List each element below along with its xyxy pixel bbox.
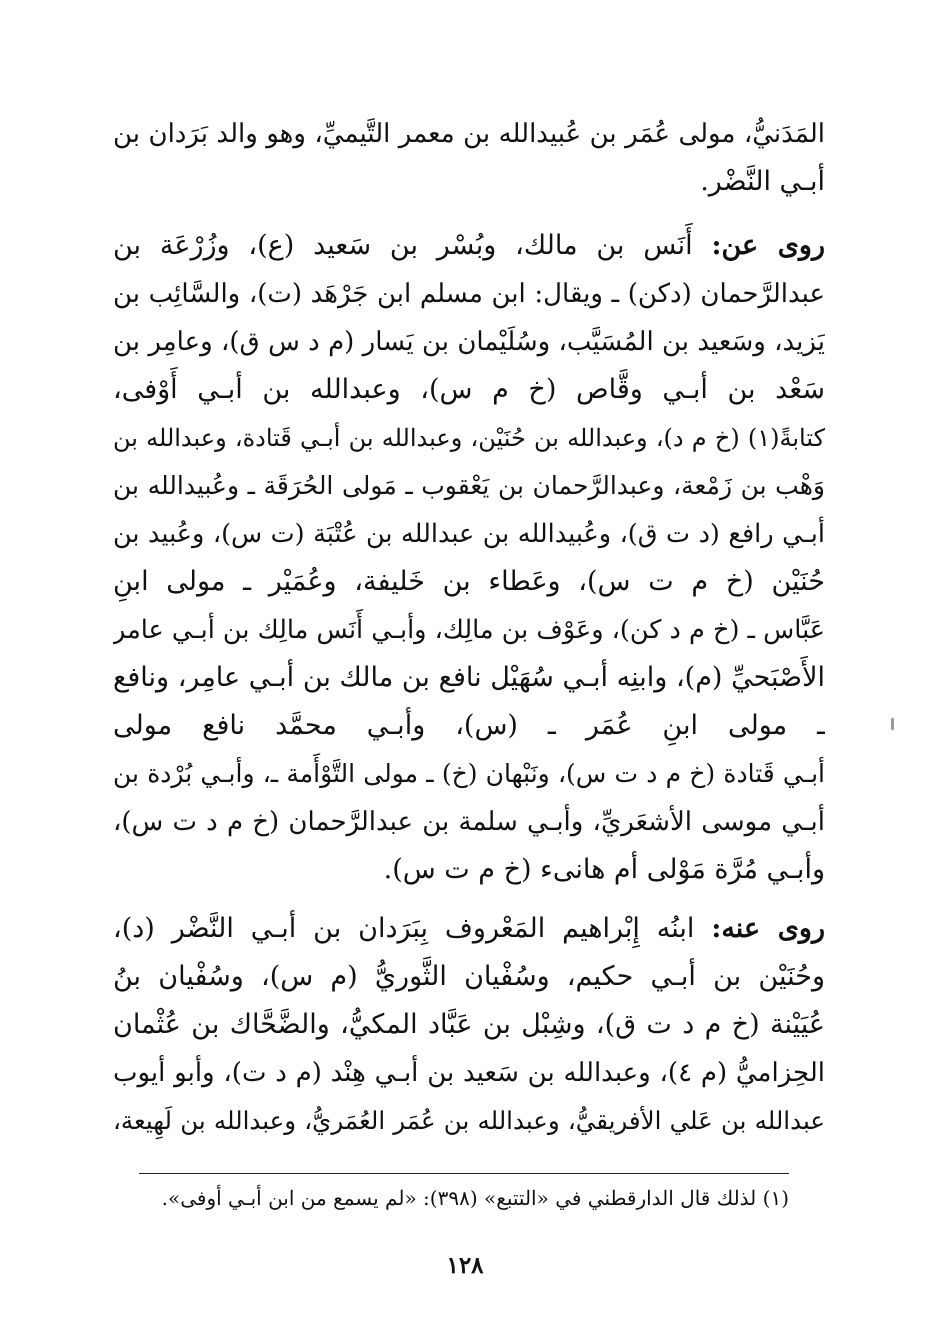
paragraph-narrated-by (113, 905, 825, 1145)
text-line: وَهْب بن زَمْعة، وعبدالرَّحمان بن يَعْقوب ـ مَولى الحُرَقَة ـ وعُبيدالله بن (113, 471, 825, 500)
text-line: الأَصْبَحيِّ (م)، وابنِه أبـي سُهَيْل نافع بن مالك بن أبـي عامِر، ونافع (113, 662, 825, 693)
text-line: أبـي موسى الأشعَريِّ، وأبـي سلمة بن عبدالرَّحمان (خ م د ت س)، (113, 807, 825, 837)
text-line: أبـي رافع (د ت ق)، وعُبيدالله بن عبدالله بن عُتْبَة (ت س)، وعُبيد بن (113, 519, 825, 549)
text-line: عُيَيْنة (خ م د ت ق)، وشِبْل بن عَبَّاد المكيُّ، والضَّحَّاك بن عُثْمان (113, 1009, 825, 1040)
text-line: وأبـي مُرَّة مَوْلى أم هانىء (خ م ت س). (383, 854, 825, 885)
page-number: ١٢٨ (446, 1252, 484, 1279)
text-line: الحِزاميُّ (م ٤)، وعبدالله بن سَعيد بن أبـي هِنْد (م د ت)، وأبو أيوب (113, 1058, 825, 1088)
text-line: أبـي النَّضْر. (700, 166, 825, 197)
lead-label: روى عنه: (711, 913, 825, 944)
text-line: حُنَيْن (خ م ت س)، وعَطاء بن خَليفة، وعُمَيْر ـ مولى ابنِ (113, 566, 825, 597)
scan-speck (891, 718, 894, 730)
text-line-lead (113, 905, 825, 953)
text-line: يَزيد، وسَعيد بن المُسَيَّب، وسُلَيْمان بن يَسار (م د س ق)، وعامِر بن (113, 327, 825, 357)
text-line: كتابةً(١) (خ م د)، وعبدالله بن حُنَيْن، وعبدالله بن أبـي قَتادة، وعبدالله بن (113, 424, 825, 452)
text-line: عبدالرَّحمان (دكن) ـ ويقال: ابن مسلم ابن جَرْهَد (ت)، والسَّائِب بن (113, 279, 825, 309)
paragraph-narrated-from (113, 222, 825, 894)
text-line: عَبَّاس ـ (خ م د كن)، وعَوْف بن مالِك، وأبـي أَنَس مالِك بن أبـي عامر (113, 615, 825, 645)
footnote: (١) لذلك قال الدارقطني في «التتبع» (٣٩٨): «لم يسمع من ابن أبـي أوفى». (161, 1186, 789, 1210)
text-line: أبـي قَتادة (خ م د ت س)، ونَبْهان (خ) ـ مولى التَّوْأَمة ـ، وأبـي بُرْدة بن (113, 759, 825, 788)
lead-label: روى عن: (711, 230, 825, 261)
text-line-content: ابنُه إِبْراهيم المَعْروف بِبَرَدان بن أبـي النَّضْر (د)، (113, 913, 695, 944)
paragraph-1 (113, 110, 825, 206)
text-line: المَدَنيُّ، مولى عُمَر بن عُبيدالله بن معمر التَّيميِّ، وهو والد بَرَدان بن (113, 119, 825, 149)
text-line: وحُنَيْن بن أبـي حكيم، وسُفْيان الثَّوريُّ (م س)، وسُفْيان بنُ (113, 961, 825, 992)
text-line-content: أَنَس بن مالك، وبُسْر بن سَعيد (ع)، وزُرْعَة بن (113, 230, 693, 261)
footnote-divider (139, 1173, 789, 1174)
text-line: سَعْد بن أبـي وقَّاص (خ م س)، وعبدالله بن أبـي أَوْفى، (113, 374, 825, 405)
text-line-lead (113, 222, 825, 270)
text-line: ـ مولى ابنِ عُمَر ـ (س)، وأبـي محمَّد نافع مولى (113, 710, 825, 741)
text-line: عبدالله بن عَلي الأفريقيُّ، وعبدالله بن عُمَر العُمَريُّ، وعبدالله بن لَهِيعة، (113, 1106, 825, 1135)
